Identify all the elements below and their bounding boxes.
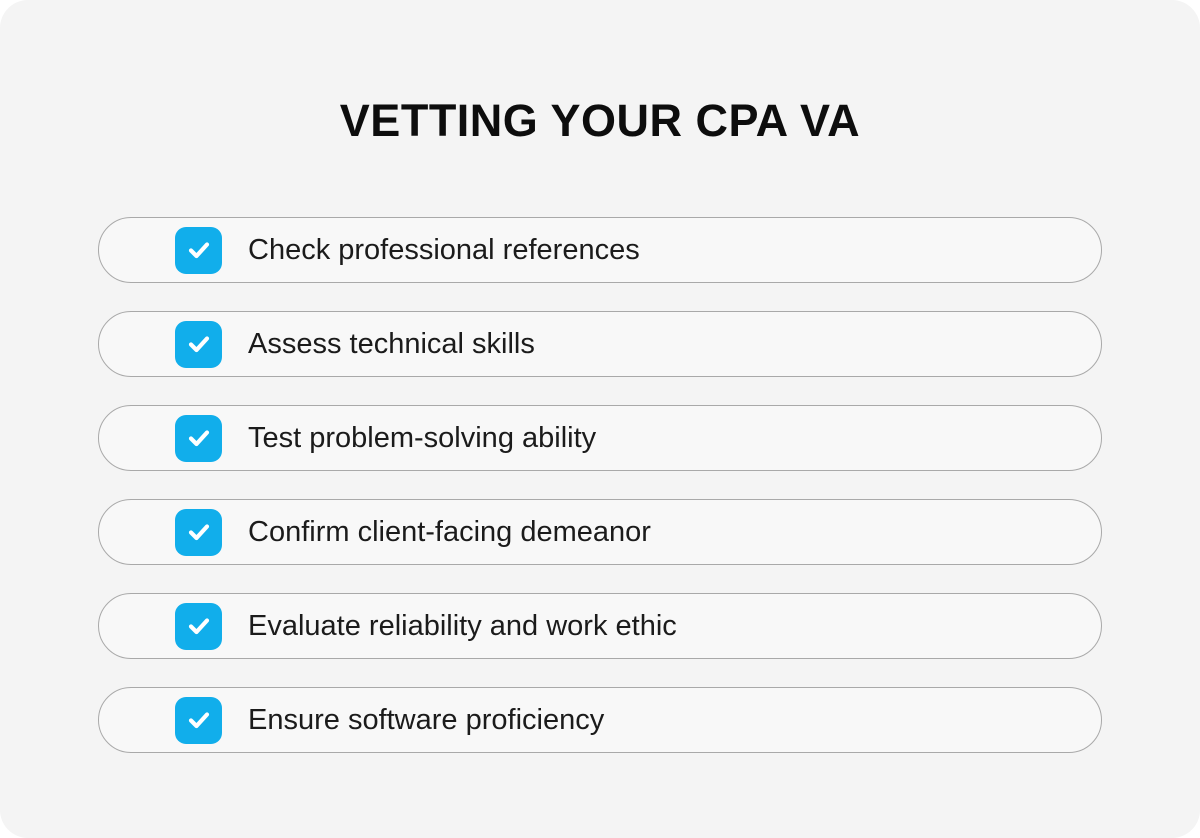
list-item-label: Ensure software proficiency (248, 703, 605, 736)
checkbox-checked-icon[interactable] (175, 227, 222, 274)
checklist (98, 217, 1102, 781)
list-item[interactable] (98, 499, 1102, 565)
list-item[interactable] (98, 687, 1102, 753)
checkbox-checked-icon[interactable] (175, 509, 222, 556)
list-item[interactable] (98, 405, 1102, 471)
list-item-label: Assess technical skills (248, 327, 535, 360)
list-item[interactable] (98, 311, 1102, 377)
list-item-label: Check professional references (248, 233, 640, 266)
list-item[interactable] (98, 593, 1102, 659)
list-item-label: Test problem-solving ability (248, 421, 597, 454)
checkbox-checked-icon[interactable] (175, 697, 222, 744)
checkbox-checked-icon[interactable] (175, 603, 222, 650)
list-item[interactable] (98, 217, 1102, 283)
checkbox-checked-icon[interactable] (175, 321, 222, 368)
list-item-label: Confirm client-facing demeanor (248, 515, 651, 548)
checkbox-checked-icon[interactable] (175, 415, 222, 462)
list-item-label: Evaluate reliability and work ethic (248, 609, 677, 642)
page-title: VETTING YOUR CPA VA (339, 95, 861, 146)
